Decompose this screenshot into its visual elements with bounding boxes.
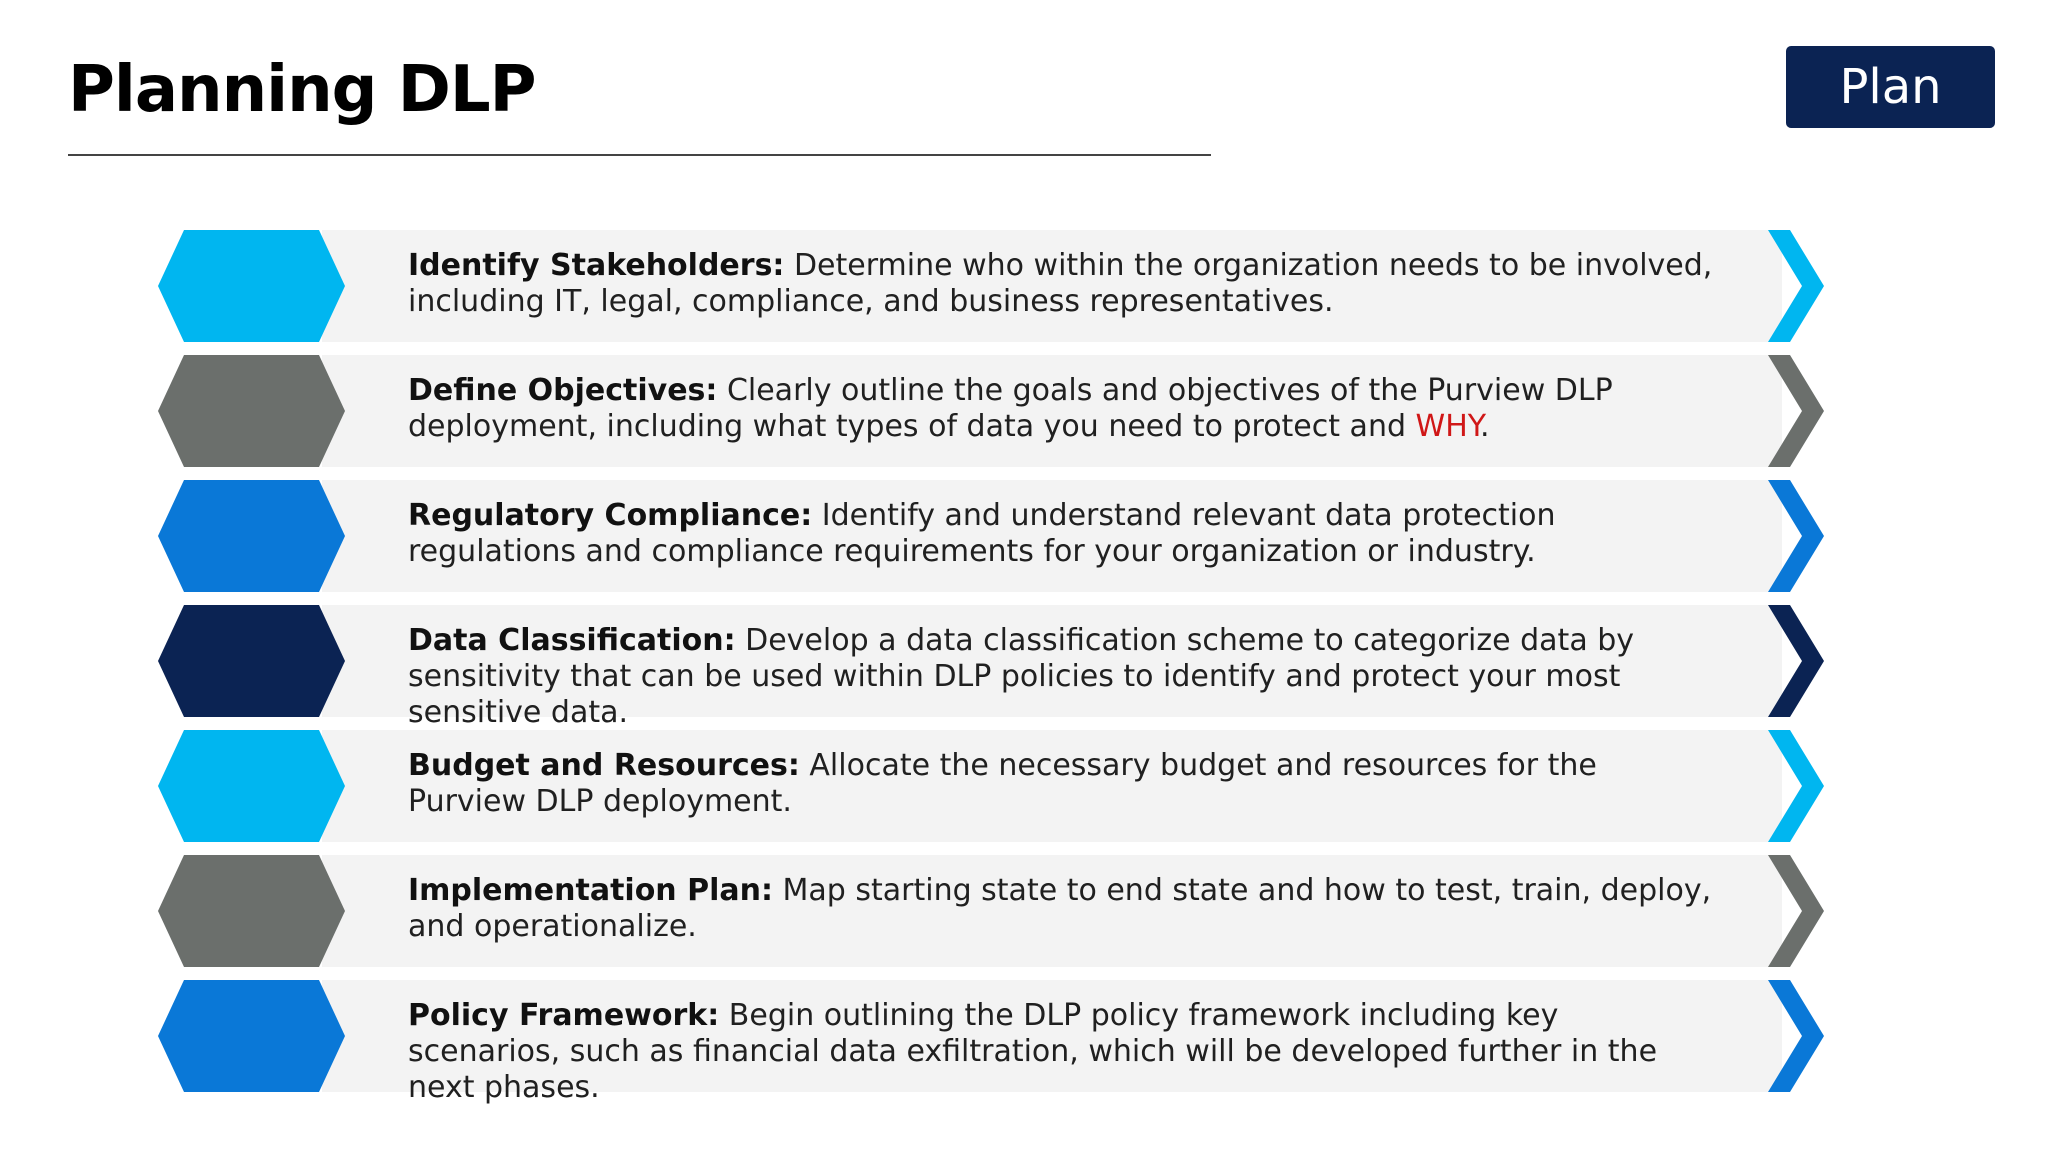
step-text (408, 623, 1718, 731)
chevron-right-icon (1768, 605, 1824, 717)
hexagon-icon (158, 355, 345, 467)
step-text (408, 248, 1718, 320)
step-row (158, 355, 1828, 467)
step-highlight: WHY (1415, 409, 1481, 444)
step-body: Identify and understand relevant data protection regulations and compliance requirements for your organization or industry. (408, 498, 1556, 569)
step-body: Clearly outline the goals and objectives of the Purview DLP deployment, including what types of data you need to protect and (408, 373, 1613, 444)
step-row (158, 855, 1828, 967)
step-heading: Implementation Plan: (408, 873, 773, 908)
step-heading: Policy Framework: (408, 998, 720, 1033)
step-text (408, 998, 1718, 1106)
step-body: Determine who within the organization needs to be involved, including IT, legal, compliance, and business representatives. (408, 248, 1713, 319)
phase-badge: Plan (1786, 46, 1995, 128)
hexagon-icon (158, 730, 345, 842)
step-row (158, 605, 1828, 730)
step-heading: Data Classification: (408, 623, 736, 658)
step-body: Allocate the necessary budget and resources for the Purview DLP deployment. (408, 748, 1597, 819)
chevron-right-icon (1768, 855, 1824, 967)
chevron-right-icon (1768, 230, 1824, 342)
step-row (158, 230, 1828, 342)
step-heading: Budget and Resources: (408, 748, 800, 783)
chevron-right-icon (1768, 730, 1824, 842)
step-row (158, 980, 1828, 1105)
chevron-right-icon (1768, 980, 1824, 1092)
step-text (408, 498, 1718, 570)
hexagon-icon (158, 230, 345, 342)
slide-title: Planning DLP (68, 53, 536, 127)
step-tail: . (1480, 409, 1490, 444)
chevron-right-icon (1768, 480, 1824, 592)
hexagon-icon (158, 855, 345, 967)
step-row (158, 480, 1828, 592)
step-text (408, 748, 1718, 820)
step-heading: Identify Stakeholders: (408, 248, 785, 283)
step-heading: Define Objectives: (408, 373, 718, 408)
step-body: Develop a data classification scheme to categorize data by sensitivity that can be used within DLP policies to identify and protect your most sensitive data. (408, 623, 1635, 730)
step-row (158, 730, 1828, 842)
chevron-right-icon (1768, 355, 1824, 467)
step-body: Begin outlining the DLP policy framework including key scenarios, such as financial data exfiltration, which will be developed further in the next phases. (408, 998, 1658, 1105)
hexagon-icon (158, 980, 345, 1092)
step-text (408, 873, 1718, 945)
step-text (408, 373, 1718, 445)
step-heading: Regulatory Compliance: (408, 498, 813, 533)
step-body: Map starting state to end state and how to test, train, deploy, and operationalize. (408, 873, 1712, 944)
title-underline (68, 154, 1211, 156)
hexagon-icon (158, 605, 345, 717)
hexagon-icon (158, 480, 345, 592)
